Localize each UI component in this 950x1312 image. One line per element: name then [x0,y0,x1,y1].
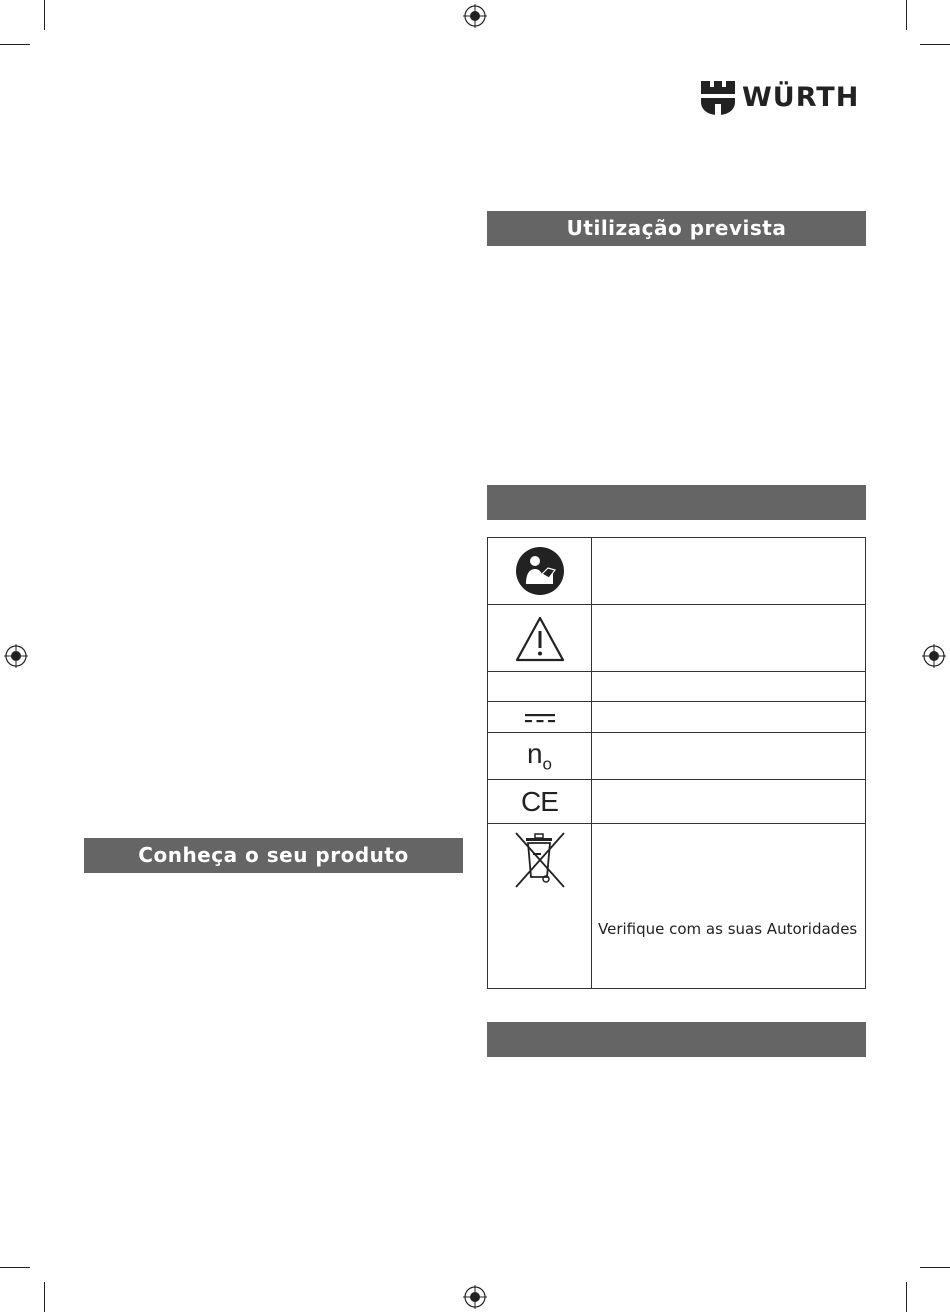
table-row [488,779,865,824]
section-header-symbols [487,485,866,520]
section-header-intended-use: Utilização prevista [487,211,866,246]
crossed-bin-icon [512,831,568,889]
crop-mark [0,1267,30,1268]
registration-mark-icon [922,644,946,668]
table-row [488,732,865,780]
section-header-bottom [487,1022,866,1057]
table-row [488,823,865,989]
table-cell-icon [488,780,591,824]
crop-mark [906,1282,907,1312]
registration-mark-icon [463,4,487,28]
crop-mark [920,1267,950,1268]
table-row [488,538,865,604]
crop-mark [44,0,45,30]
table-cell-icon [488,538,591,604]
table-row [488,701,865,733]
table-cell-icon [488,733,591,780]
registration-mark-icon [4,644,28,668]
direct-current-icon [525,711,555,725]
crop-mark [0,44,30,45]
table-cell-icon [488,605,591,672]
disposal-text: Verifique com as suas Autoridades [598,920,858,938]
crop-mark [44,1282,45,1312]
section-header-know-product: Conheça o seu produto [84,838,463,873]
table-row [488,671,865,702]
table-cell-icon [488,830,591,890]
read-manual-icon [515,546,565,596]
crop-mark [906,0,907,30]
table-cell-icon [488,702,591,733]
crop-mark [920,44,950,45]
wurth-logo-icon [700,80,736,116]
no-load-speed-symbol: $n_o$ [526,738,553,774]
brand-name: WÜRTH [742,82,860,113]
registration-mark-icon [463,1285,487,1309]
ce-mark: CE [521,786,558,817]
symbols-table [487,537,866,989]
warning-triangle-icon [514,615,566,663]
table-row [488,604,865,672]
